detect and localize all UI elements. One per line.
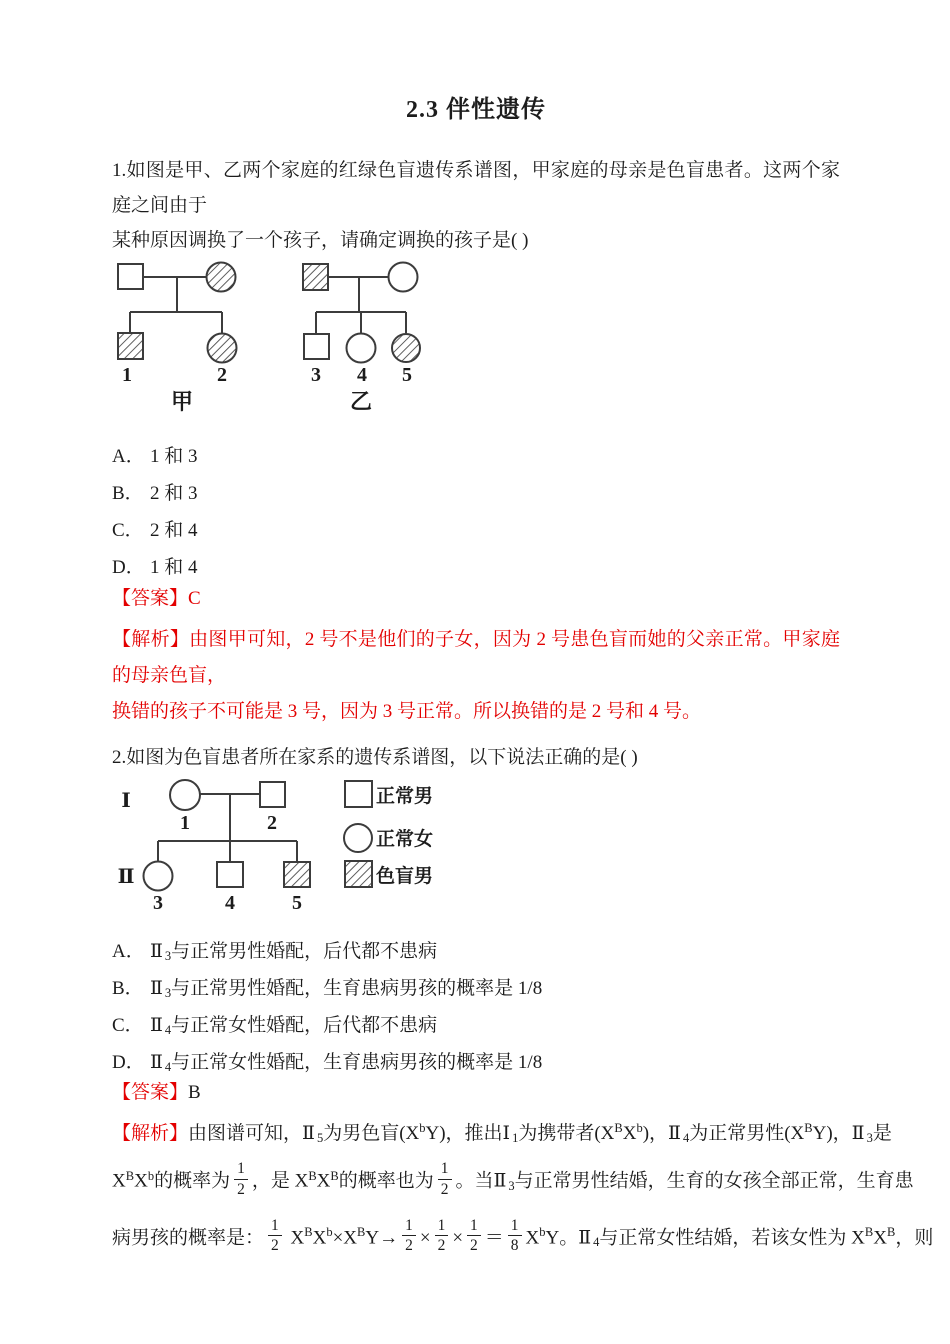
q1-child1-affected-male-symbol — [118, 333, 143, 359]
question2-pedigree-diagram — [112, 777, 446, 917]
analysis-text: 由图甲可知，2 号不是他们的子女，因为 2 号患色盲而她的父亲正常。甲家庭的母亲色盲， — [112, 629, 840, 686]
legend-normal-male-text: 正常男 — [376, 786, 434, 807]
q1-child2-affected-female-symbol — [208, 334, 237, 363]
analysis-label: 【解析】 — [112, 1123, 189, 1144]
q1-child3-normal-male-symbol — [304, 334, 329, 359]
q2-member3-number: 3 — [153, 892, 163, 914]
option-text: Ⅱ 3与正常男性婚配，生育患病男孩的概率是 1/8 — [150, 978, 543, 1000]
q2-II3-normal-female-symbol — [144, 862, 173, 891]
option-letter: A． — [112, 446, 145, 467]
answer-label: 【答案】 — [112, 588, 189, 609]
question1-pedigree-diagram — [112, 260, 434, 412]
question2-option-c — [112, 1015, 840, 1036]
option-letter: A． — [112, 941, 145, 962]
option-letter: D． — [112, 557, 145, 578]
legend-colorblind-male-text: 色盲男 — [376, 866, 434, 887]
option-text: 1 和 3 — [150, 446, 198, 467]
q1-family1-label: 甲 — [170, 389, 194, 412]
question2-option-d — [112, 1052, 840, 1073]
legend-normal-female-symbol — [344, 824, 372, 852]
question1-option-a — [112, 446, 840, 467]
question2-analysis-line1 — [112, 1121, 892, 1145]
q1-child5-number: 5 — [402, 364, 412, 386]
q2-member2-number: 2 — [267, 812, 277, 834]
q1-child5-affected-female-symbol — [392, 334, 420, 362]
option-text: Ⅱ 3与正常男性婚配，后代都不患病 — [150, 941, 438, 963]
question1-analysis — [112, 622, 840, 730]
question2-answer-value: B — [188, 1082, 201, 1103]
q2-member4-number: 4 — [225, 892, 235, 914]
option-letter: C． — [112, 1015, 144, 1036]
question2-analysis — [112, 1121, 934, 1258]
option-text: Ⅱ 4与正常女性婚配，后代都不患病 — [150, 1015, 438, 1037]
question2-option-a — [112, 941, 840, 962]
question2-answer-row — [112, 1082, 840, 1103]
analysis-label: 【解析】 — [112, 629, 190, 650]
option-text: 2 和 4 — [150, 520, 198, 541]
question1-answer-value: C — [188, 588, 201, 609]
question1-option-d — [112, 557, 840, 578]
legend-colorblind-male-symbol — [345, 861, 372, 887]
q1-child4-normal-female-symbol — [347, 334, 376, 363]
question1-stem-line2: 某种原因调换了一个孩子，请确定调换的孩子是( ) — [112, 230, 529, 251]
question1-stem-line1: 1.如图是甲、乙两个家庭的红绿色盲遗传系谱图，甲家庭的母亲是色盲患者。这两个家庭之间由于 — [112, 160, 840, 216]
q1-father2-affected-male-symbol — [303, 264, 328, 290]
q2-II4-normal-male-symbol — [217, 862, 243, 887]
q1-child1-number: 1 — [122, 364, 132, 386]
option-letter: C． — [112, 520, 144, 541]
legend-normal-male-symbol — [345, 781, 372, 807]
q2-member5-number: 5 — [292, 892, 302, 914]
question1-option-c — [112, 520, 840, 541]
answer-label: 【答案】 — [112, 1082, 189, 1103]
q2-generation1-label: Ⅰ — [121, 790, 131, 812]
question1-answer-row — [112, 588, 840, 609]
question1-stem — [112, 153, 840, 258]
q1-mother2-normal-female-symbol — [389, 263, 418, 292]
question2-analysis-line3: 病男孩的概率是： $\frac{1}{2}$ $X^BX^b\times X^BY\to$ $\frac{1}{2}$ × $\frac{1}{2}$ × $\frac{1}{2}$ ＝ $\frac{1}{8}$ $X^bY$。Ⅱ 4与正常女性结婚，若该女性为 $X^BX^B$，则 — [112, 1216, 934, 1255]
q2-member1-number: 1 — [180, 812, 190, 834]
option-letter: B． — [112, 978, 144, 999]
q1-father1-normal-male-symbol — [118, 264, 143, 289]
option-text: Ⅱ 4与正常女性婚配，生育患病男孩的概率是 1/8 — [150, 1052, 543, 1074]
legend-normal-female-text: 正常女 — [376, 829, 434, 850]
question2-options — [112, 941, 840, 1073]
q2-I1-normal-female-symbol — [170, 780, 200, 810]
q2-generation2-label: Ⅱ — [117, 866, 135, 888]
page-title: 2.3 伴性遗传 — [406, 97, 546, 123]
q1-child3-number: 3 — [311, 364, 321, 386]
analysis-rich-text: 由图谱可知，Ⅱ 5为男色盲$(X^bY)$，推出Ⅰ 1为携带者$(X^BX^b)$，Ⅱ 4为正常男性$(X^BY)$，Ⅱ 3是 — [188, 1121, 892, 1145]
question1-analysis-line1 — [112, 622, 840, 694]
question2-option-b — [112, 978, 840, 999]
q1-family2-label: 乙 — [349, 389, 373, 412]
option-text: 2 和 3 — [150, 483, 198, 504]
question2-analysis-line2: $X^BX^b$的概率为 $\frac{1}{2}$ ，是 $X^BX^B$的概率也为 $\frac{1}{2}$ 。当Ⅱ 3与正常男性结婚，生育的女孩全部正常，生育患 — [112, 1160, 914, 1198]
option-letter: B． — [112, 483, 144, 504]
q1-child2-number: 2 — [217, 364, 227, 386]
question1-option-b — [112, 483, 840, 504]
question1-options — [112, 446, 840, 578]
q1-mother1-affected-female-symbol — [207, 263, 236, 292]
question1-analysis-line2: 换错的孩子不可能是 3 号，因为 3 号正常。所以换错的是 2 号和 4 号。 — [112, 701, 702, 722]
q2-II5-colorblind-male-symbol — [284, 862, 310, 887]
option-letter: D． — [112, 1052, 145, 1073]
q1-child4-number: 4 — [357, 364, 367, 386]
question2-stem: 2.如图为色盲患者所在家系的遗传系谱图，以下说法正确的是( ) — [112, 747, 638, 768]
q2-I2-normal-male-symbol — [260, 782, 285, 807]
option-text: 1 和 4 — [150, 557, 198, 578]
